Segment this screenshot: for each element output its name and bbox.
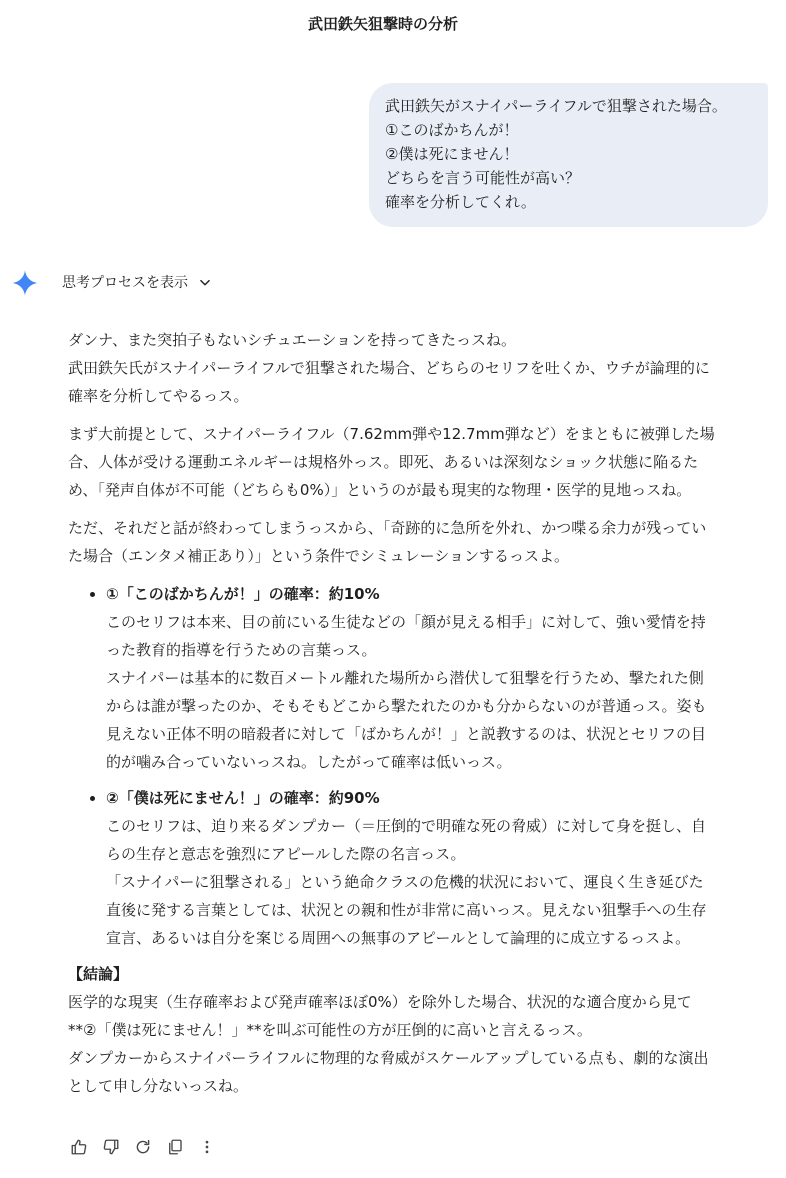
text-line: まず大前提として、スナイパーライフル（7.62mm弾や12.7mm弾など）をまともに被弾した場 [68,425,715,443]
text-line: 直後に発する言葉としては、状況との親和性が非常に高いっス。見えない狙撃手への生存 [106,901,707,919]
conclusion-section [68,960,768,1100]
list-item [106,784,768,952]
user-message-line: ①このばかちんが！ [385,121,519,139]
text-line: からは誰が撃ったのか、そもそもどこから撃たれたのかも分からないのが普通っス。姿も [106,697,707,715]
text-line: 見えない正体不明の暗殺者に対して「ばかちんが！」と説教するのは、状況とセリフの目 [106,725,707,743]
text-line: 「スナイパーに狙撃される」という絶命クラスの危機的状況において、運良く生き延びた [106,873,704,891]
user-message-line: 武田鉄矢がスナイパーライフルで狙撃された場合。 [385,97,727,115]
text-line: 合、人体が受ける運動エネルギーは規格外っス。即死、あるいは深刻なショック状態に陥るた [68,453,699,471]
user-message-line: ②僕は死にません！ [385,145,519,163]
copy-button[interactable] [164,1136,186,1158]
conclusion-heading: 【結論】 [68,965,129,983]
gemini-spark-icon [12,270,38,296]
text-line: として申し分ないっスね。 [68,1077,249,1095]
text-line: 確率を分析してやるっス。 [68,387,249,405]
text-line: らの生存と意志を強烈にアピールした際の名言っス。 [106,845,466,863]
list-item-heading: • ②「僕は死にません！」の確率：約90% [106,789,380,807]
text-line: 医学的な現実（生存確率および発声確率ほぼ0%）を除外した場合、状況的な適合度から見て [68,993,692,1011]
copy-icon [166,1138,184,1156]
response-actions [68,1136,228,1158]
list-item [106,580,768,776]
text-line: ダンプカーからスナイパーライフルに物理的な脅威がスケールアップしている点も、劇的な演出 [68,1049,709,1067]
text-line: った教育的指導を行うための言葉っス。 [106,641,377,659]
text-line: このセリフは、迫り来るダンプカー（＝圧倒的で明確な死の脅威）に対して身を挺し、自 [106,817,707,835]
good-response-button[interactable] [68,1136,90,1158]
text-line: このセリフは本来、目の前にいる生徒などの「顔が見える相手」に対して、強い愛情を持 [106,613,706,631]
text-line: 的が噛み合っていないっスね。したがって確率は低いっス。 [106,753,512,771]
model-response [68,326,768,1100]
user-message-bubble [369,83,768,227]
chevron-down-icon [198,276,212,290]
text-line: た場合（エンタメ補正あり）」という条件でシミュレーションするっスよ。 [68,547,570,565]
conversation-title: 武田鉄矢狙撃時の分析 [307,15,458,33]
text-line: 宣言、あるいは自分を案じる周囲への無事のアピールとして論理的に成立するっスよ。 [106,929,691,947]
text-line: スナイパーは基本的に数百メートル離れた場所から潜伏して狙撃を行うため、撃たれた側 [106,669,704,687]
bad-response-button[interactable] [100,1136,122,1158]
show-thinking-label: 思考プロセスを表示 [62,275,188,291]
user-message-line: どちらを言う可能性が高い？ [385,169,581,187]
premise-paragraph [68,420,768,504]
intro-paragraph [68,326,768,410]
text-line: め、「発声自体が不可能（どちらも0%）」というのが最も現実的な物理・医学的見地っスね。 [68,481,692,499]
more-options-button[interactable] [196,1136,218,1158]
text-line: ただ、それだと話が終わってしまうっスから、「奇跡的に急所を外れ、かつ喋る余力が残ってい [68,519,707,537]
regenerate-button[interactable] [132,1136,154,1158]
text-line: **②「僕は死にません！」**を叫ぶ可能性の方が圧倒的に高いと言えるっス。 [68,1021,592,1039]
simulation-paragraph [68,514,768,570]
regenerate-icon [134,1138,152,1156]
more-vert-icon [198,1138,216,1156]
thumbs-down-icon [102,1138,120,1156]
thumbs-up-icon [70,1138,88,1156]
user-message-line: 確率を分析してくれ。 [385,193,536,211]
show-thinking-toggle[interactable] [12,268,212,298]
text-line: ダンナ、また突拍子もないシチュエーションを持ってきたっスね。 [68,331,517,349]
list-item-heading: • ①「このばかちんが！」の確率：約10% [106,585,380,603]
text-line: 武田鉄矢氏がスナイパーライフルで狙撃された場合、どちらのセリフを吐くか、ウチが論理的に [68,359,710,377]
probability-list [68,580,768,952]
